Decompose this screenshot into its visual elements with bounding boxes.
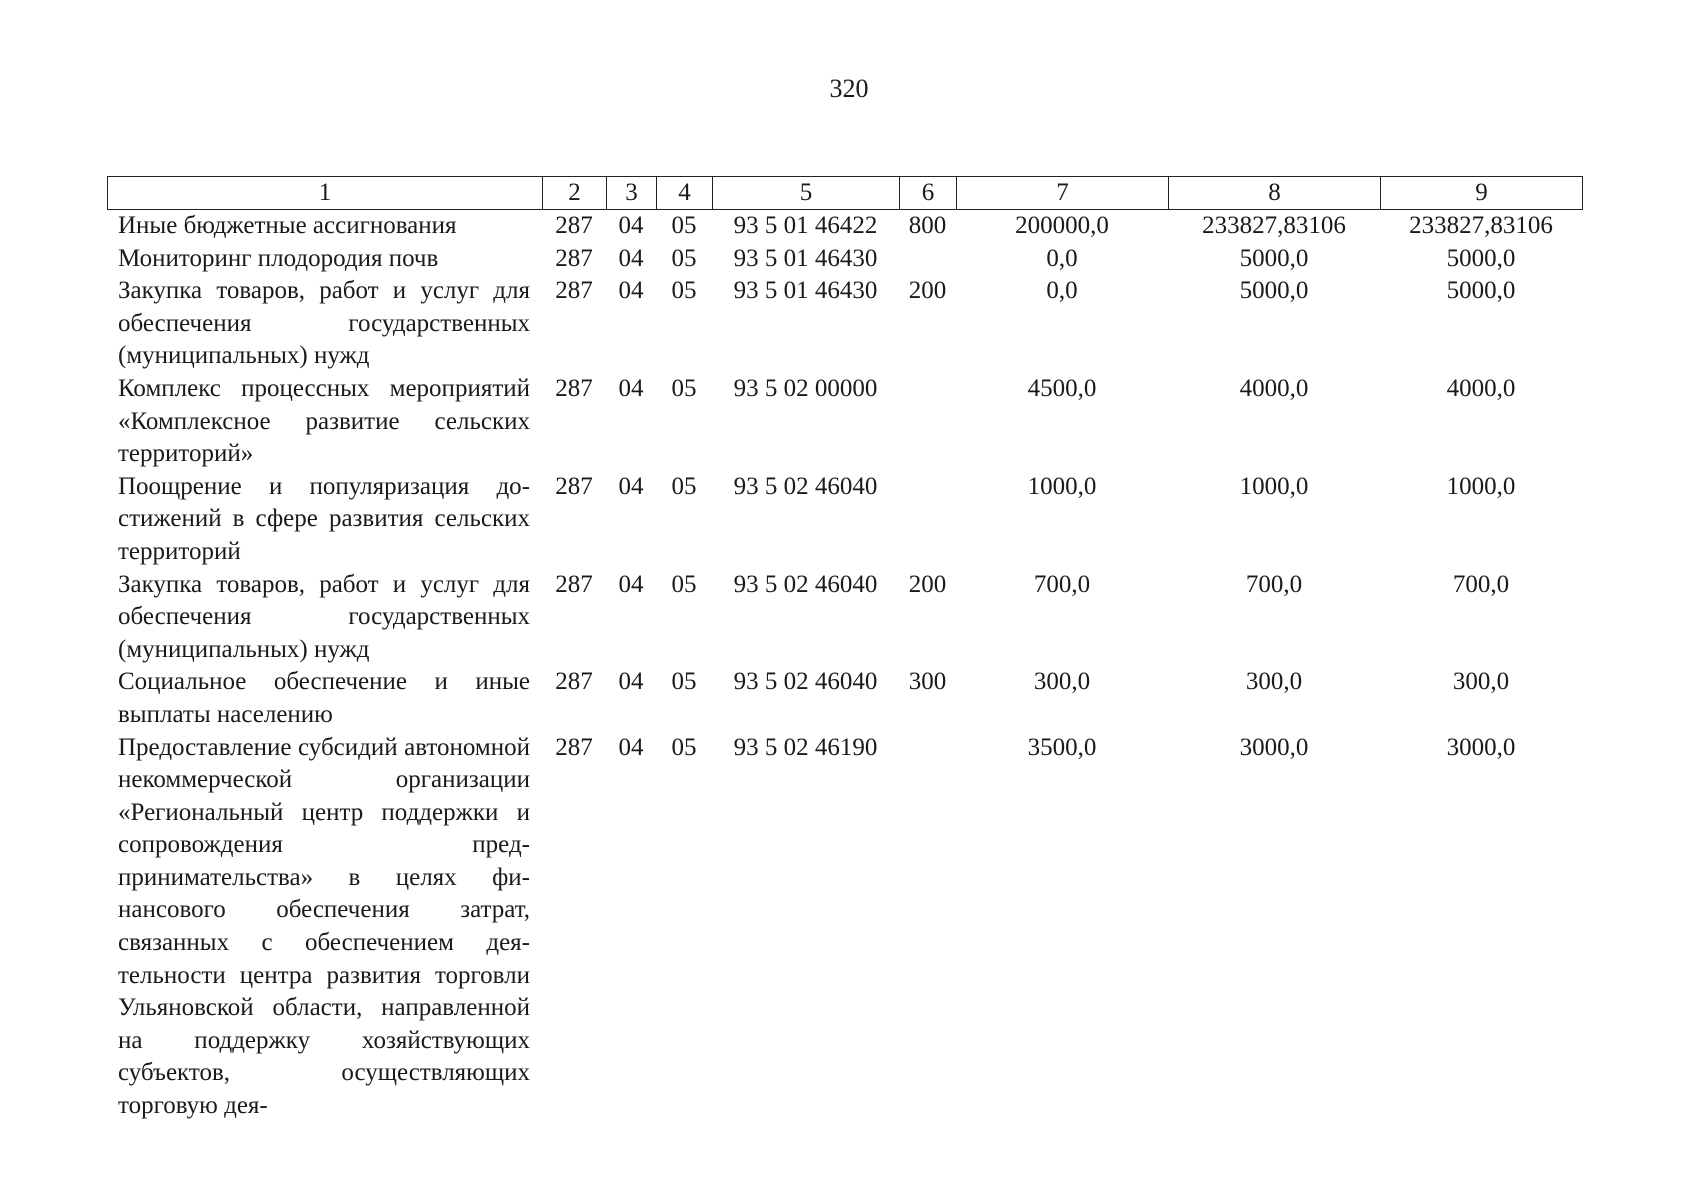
cell-col-8: 300,0 [1245, 668, 1303, 696]
cell-col-6: 300 [908, 668, 947, 696]
cell-col-5: 93 5 02 46040 [733, 668, 878, 696]
row-name: Социальное обеспечение и иные выплаты населению [118, 668, 530, 728]
column-header-5: 5 [713, 177, 900, 210]
cell-col-3: 04 [618, 374, 644, 402]
row-name: Предоставление субсидий автономной некоммерческой организации «Региональный центр поддержки и сопровождения предпринимательства» в целях финансового обеспечения затрат, связанных с обеспечением деятельности центра развития торговли Ульяновской области, направленной на поддержку хозяйствующих субъектов, осуществляющих торговую дея- [118, 733, 530, 1120]
cell-col-6 [899, 243, 956, 276]
column-header-9: 9 [1381, 177, 1583, 210]
cell-col-5: 93 5 01 46430 [733, 277, 878, 305]
cell-col-6 [899, 373, 956, 471]
cell-col-5: 93 5 02 46040 [733, 570, 878, 598]
cell-col-2: 287 [555, 668, 593, 696]
cell-col-9: 233827,83106 [1409, 212, 1553, 239]
cell-col-4: 05 [671, 733, 697, 761]
cell-col-2: 287 [555, 374, 593, 402]
row-name: Комплекс процессных мероприятий «Комплексное развитие сельских территорий» [118, 374, 530, 468]
table-row [107, 373, 1582, 471]
cell-col-2: 287 [555, 277, 593, 305]
cell-col-5: 93 5 02 46190 [733, 733, 878, 761]
table-row [107, 243, 1582, 276]
cell-col-8: 5000,0 [1239, 277, 1309, 305]
cell-col-3: 04 [618, 472, 644, 500]
column-header-2: 2 [543, 177, 607, 210]
column-header-8: 8 [1169, 177, 1381, 210]
cell-col-7: 700,0 [1033, 570, 1091, 598]
cell-col-8: 1000,0 [1239, 472, 1309, 500]
table-row [107, 666, 1582, 731]
row-name: Закупка товаров, работ и услуг для обеспечения государственных (муниципальных) нужд [118, 570, 530, 663]
row-name: Иные бюджетные ассигнования [118, 212, 457, 239]
cell-col-8: 233827,83106 [1202, 212, 1346, 239]
row-name: Поощрение и популяризация достижений в сфере развития сельских территорий [118, 472, 530, 565]
cell-col-6 [899, 471, 956, 569]
cell-col-2: 287 [555, 212, 593, 239]
column-number-header [107, 176, 1583, 210]
cell-col-5: 93 5 02 00000 [733, 374, 878, 402]
table-row [107, 471, 1582, 569]
cell-col-3: 04 [618, 212, 644, 239]
cell-col-6: 800 [908, 212, 947, 239]
table-row [107, 569, 1582, 667]
cell-col-5: 93 5 01 46430 [733, 244, 878, 272]
row-name: Закупка товаров, работ и услуг для обеспечения государственных (муниципальных) нужд [118, 277, 530, 370]
cell-col-8: 4000,0 [1239, 374, 1309, 402]
page-number: 320 [829, 74, 869, 103]
column-header-6: 6 [900, 177, 957, 210]
cell-col-4: 05 [671, 668, 697, 696]
cell-col-9: 4000,0 [1446, 374, 1516, 402]
column-header-7: 7 [957, 177, 1169, 210]
cell-col-7: 200000,0 [1015, 212, 1109, 239]
cell-col-8: 5000,0 [1239, 244, 1309, 272]
cell-col-6: 200 [908, 277, 947, 305]
cell-col-7: 1000,0 [1027, 472, 1097, 500]
budget-table-body [107, 210, 1582, 1123]
row-name: Мониторинг плодородия почв [118, 244, 439, 272]
cell-col-7: 300,0 [1033, 668, 1091, 696]
cell-col-7: 4500,0 [1027, 374, 1097, 402]
column-header-1: 1 [108, 177, 543, 210]
cell-col-4: 05 [671, 472, 697, 500]
table-row [107, 732, 1582, 1123]
cell-col-7: 0,0 [1046, 277, 1078, 305]
cell-col-5: 93 5 02 46040 [733, 472, 878, 500]
cell-col-2: 287 [555, 244, 593, 272]
cell-col-2: 287 [555, 472, 593, 500]
cell-col-9: 5000,0 [1446, 244, 1516, 272]
cell-col-3: 04 [618, 570, 644, 598]
cell-col-2: 287 [555, 733, 593, 761]
cell-col-9: 3000,0 [1446, 733, 1516, 761]
cell-col-4: 05 [671, 244, 697, 272]
cell-col-2: 287 [555, 570, 593, 598]
cell-col-4: 05 [671, 277, 697, 305]
cell-col-4: 05 [671, 374, 697, 402]
cell-col-4: 05 [671, 212, 697, 239]
column-header-3: 3 [607, 177, 657, 210]
cell-col-3: 04 [618, 668, 644, 696]
cell-col-8: 3000,0 [1239, 733, 1309, 761]
cell-col-4: 05 [671, 570, 697, 598]
cell-col-7: 3500,0 [1027, 733, 1097, 761]
cell-col-7: 0,0 [1046, 244, 1078, 272]
table-row [107, 210, 1582, 243]
cell-col-9: 5000,0 [1446, 277, 1516, 305]
cell-col-6: 200 [908, 570, 947, 598]
table-row [107, 275, 1582, 373]
cell-col-9: 700,0 [1452, 570, 1510, 598]
cell-col-3: 04 [618, 733, 644, 761]
cell-col-3: 04 [618, 244, 644, 272]
cell-col-8: 700,0 [1245, 570, 1303, 598]
cell-col-5: 93 5 01 46422 [733, 212, 878, 239]
cell-col-9: 1000,0 [1446, 472, 1516, 500]
cell-col-3: 04 [618, 277, 644, 305]
column-header-4: 4 [657, 177, 713, 210]
cell-col-9: 300,0 [1452, 668, 1510, 696]
cell-col-6 [899, 732, 956, 1123]
